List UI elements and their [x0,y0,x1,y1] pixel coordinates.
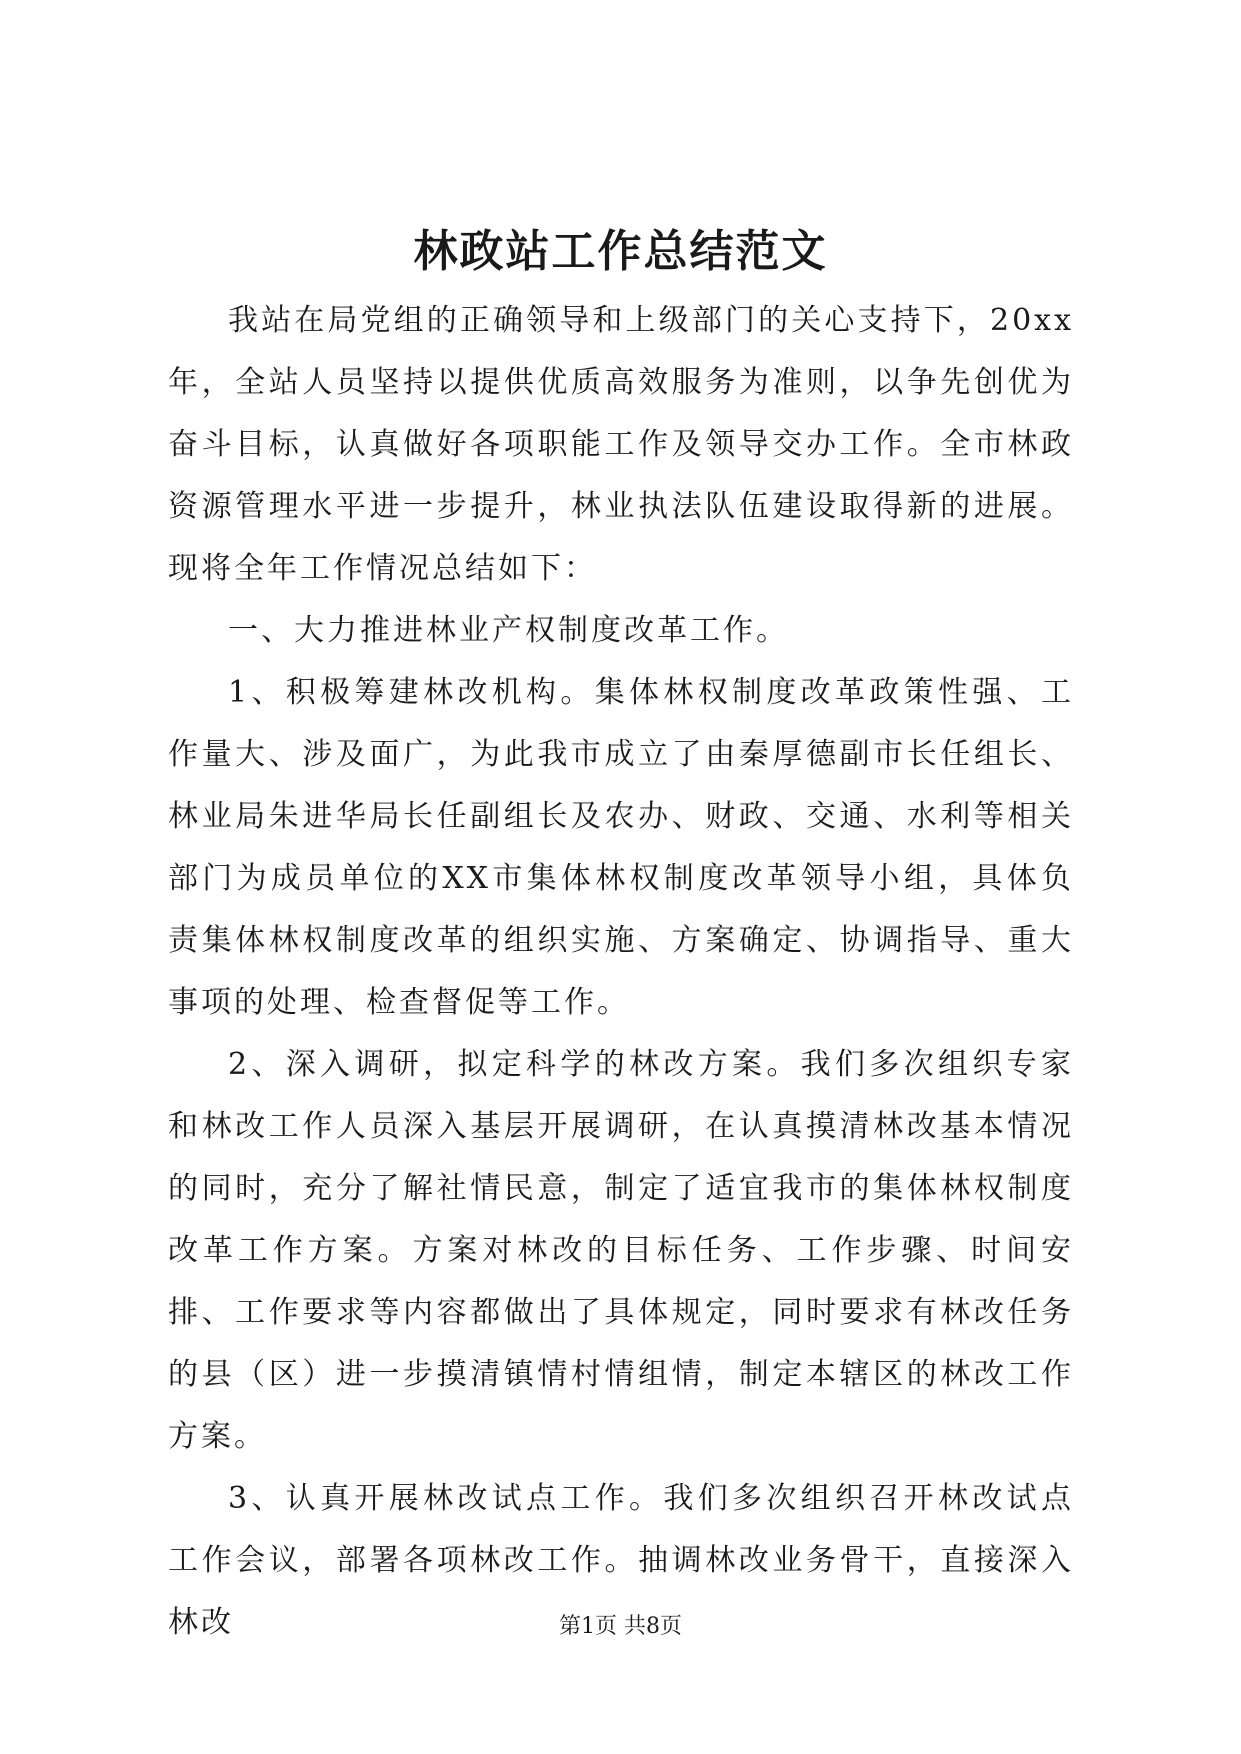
document-body [168,290,1074,1654]
paragraph-item-3: 3、认真开展林改试点工作。我们多次组织召开林改试点工作会议，部署各项林改工作。抽调林改业务骨干，直接深入林改 [168,1481,1074,1640]
page-number-footer: 第1页 共8页 [559,1614,682,1639]
section-heading-1: 一、大力推进林业产权制度改革工作。 [228,613,789,648]
paragraph-intro: 我站在局党组的正确领导和上级部门的关心支持下，20xx年，全站人员坚持以提供优质高效服务为准则，以争先创优为奋斗目标，认真做好各项职能工作及领导交办工作。全市林政资源管理水平进一步提升，林业执法队伍建设取得新的进展。现将全年工作情况总结如下： [168,303,1074,586]
paragraph-item-1: 1、积极筹建林改机构。集体林权制度改革政策性强、工作量大、涉及面广，为此我市成立了由秦厚德副市长任组长、林业局朱进华局长任副组长及农办、财政、交通、水利等相关部门为成员单位的XX市集体林权制度改革领导小组，具体负责集体林权制度改革的组织实施、方案确定、协调指导、重大事项的处理、检查督促等工作。 [168,675,1074,1020]
document-title: 林政站工作总结范文 [413,226,828,277]
paragraph-item-2: 2、深入调研，拟定科学的林改方案。我们多次组织专家和林改工作人员深入基层开展调研，在认真摸清林改基本情况的同时，充分了解社情民意，制定了适宜我市的集体林权制度改革工作方案。方案对林改的目标任务、工作步骤、时间安排、工作要求等内容都做出了具体规定，同时要求有林改任务的县（区）进一步摸清镇情村情组情，制定本辖区的林改工作方案。 [168,1047,1074,1454]
